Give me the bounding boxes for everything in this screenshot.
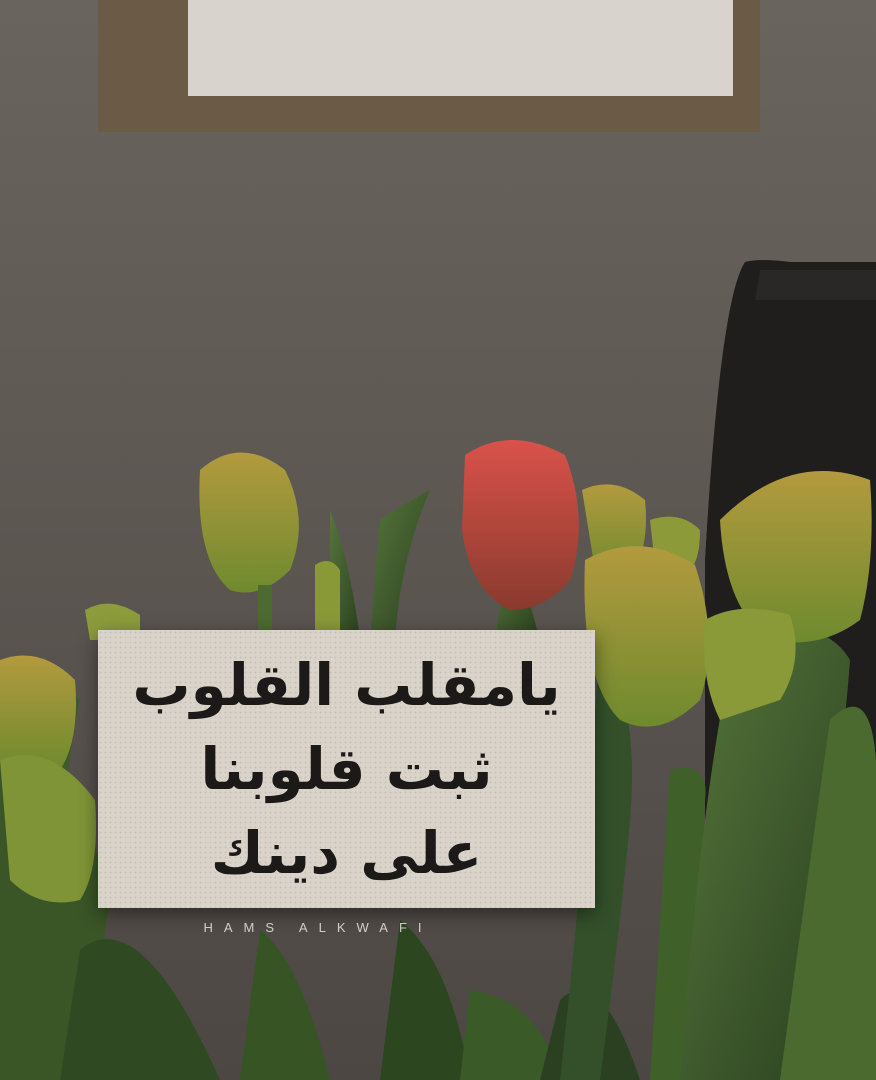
quote-line-2: ثبت قلوبنا <box>200 735 493 803</box>
quote-line-3: على دينك <box>210 819 483 887</box>
quote-line-1: يامقلب القلوب <box>132 651 561 719</box>
author-signature: HAMS ALKWAFI <box>203 920 433 935</box>
quote-card <box>98 630 595 908</box>
wall-frame <box>98 0 760 132</box>
